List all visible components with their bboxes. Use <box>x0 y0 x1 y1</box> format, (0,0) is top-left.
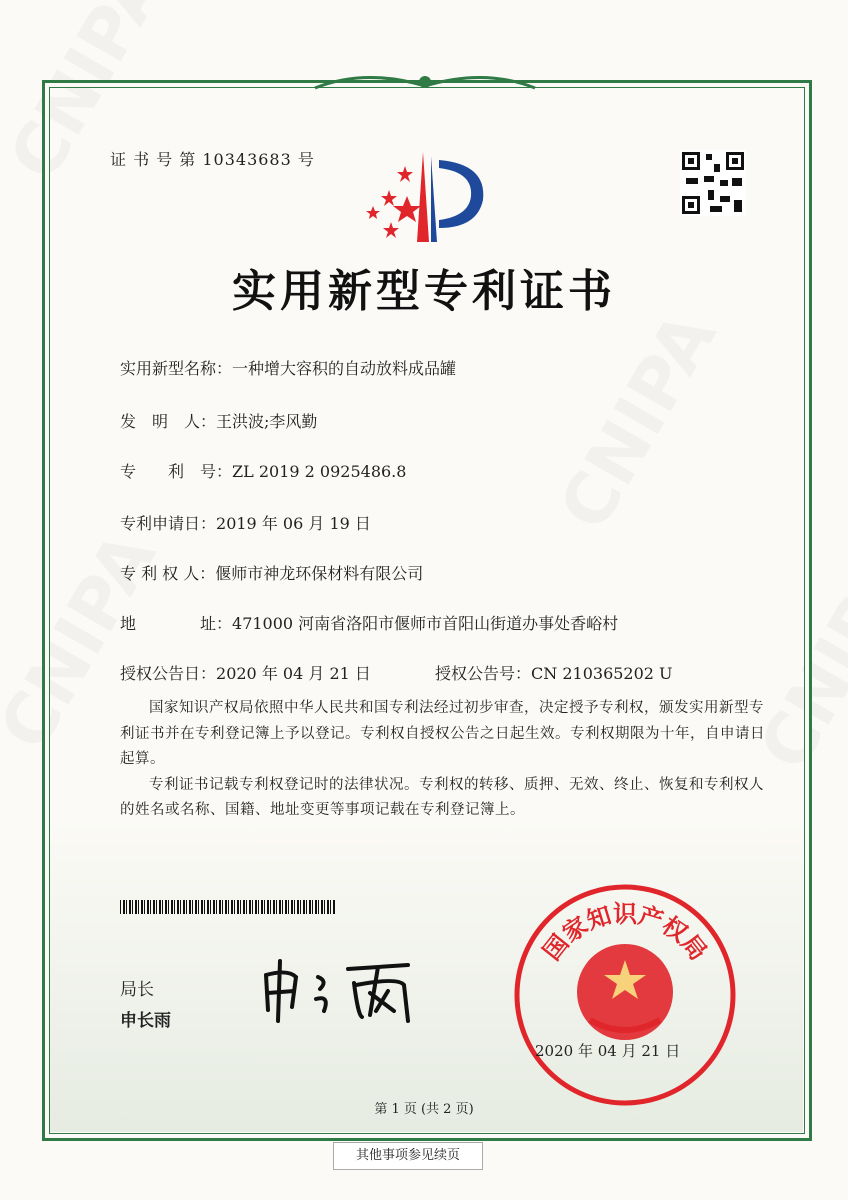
official-seal <box>510 880 740 1110</box>
field-label: 专利申请日： <box>120 514 217 533</box>
field-value: 471000 河南省洛阳市偃师市首阳山街道办事处香峪村 <box>232 614 619 633</box>
paragraph: 国家知识产权局依照中华人民共和国专利法经过初步审查，决定授予专利权，颁发实用新型专利证书并在专利登记簿上予以登记。专利权自授权公告之日起生效。专利权期限为十年，自申请日起算。 <box>120 700 765 767</box>
field-label: 授权公告日： <box>120 664 217 683</box>
field-value: CN 210365202 U <box>531 664 673 683</box>
statement-text <box>120 696 770 824</box>
field-value: 一种增大容积的自动放料成品罐 <box>232 359 457 378</box>
seal-date: 2020 年 04 月 21 日 <box>535 1042 681 1060</box>
page-info: 第 1 页 (共 2 页) <box>374 1102 474 1117</box>
ornament-top <box>305 68 545 98</box>
continuation-note: 其他事项参见续页 <box>333 1142 483 1170</box>
field-grant-date <box>120 661 371 684</box>
field-label: 发 明 人： <box>120 412 217 431</box>
field-value: 王洪波;李风勤 <box>216 412 318 431</box>
field-inventors <box>120 409 317 432</box>
barcode <box>120 900 335 914</box>
field-label: 地 址： <box>120 614 233 633</box>
signature <box>258 955 438 1025</box>
certificate-number: 证 书 号 第 10343683 号 <box>110 150 315 169</box>
field-label: 专 利 号： <box>120 462 233 481</box>
field-label: 授权公告号： <box>435 664 532 683</box>
field-address <box>120 611 618 634</box>
field-value: 偃师市神龙环保材料有限公司 <box>215 564 424 583</box>
field-patent-number <box>120 459 406 482</box>
seal-text: 国家知识产权局 <box>536 899 714 966</box>
field-label: 专 利 权 人： <box>120 564 216 583</box>
field-label: 实用新型名称： <box>120 359 233 378</box>
certificate-title: 实用新型专利证书 <box>232 266 616 317</box>
field-value: ZL 2019 2 0925486.8 <box>232 462 407 481</box>
field-announcement-number <box>435 661 673 684</box>
director-name: 申长雨 <box>120 1011 171 1031</box>
field-filing-date <box>120 511 371 534</box>
cnipa-logo <box>365 150 490 245</box>
paragraph: 专利证书记载专利权登记时的法律状况。专利权的转移、质押、无效、终止、恢复和专利权人的姓名或名称、国籍、地址变更等事项记载在专利登记簿上。 <box>120 776 764 818</box>
field-value: 2019 年 06 月 19 日 <box>216 514 371 533</box>
qr-code[interactable] <box>680 150 746 216</box>
director-title: 局长 <box>120 980 154 1000</box>
field-name <box>120 356 456 379</box>
field-patentee <box>120 561 423 584</box>
field-value: 2020 年 04 月 21 日 <box>216 664 371 683</box>
